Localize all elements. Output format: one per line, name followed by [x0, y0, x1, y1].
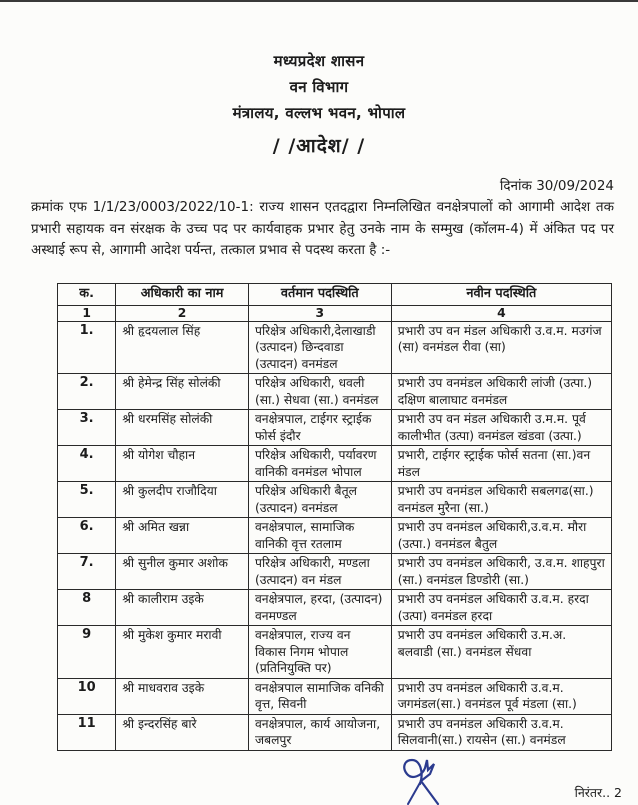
- current-posting: वनक्षेत्रपाल, कार्य आयोजना, जबलपुर: [248, 714, 391, 750]
- current-posting: परिक्षेत्र अधिकारी, पर्यावरण वानिकी वनमंडल भोपाल: [248, 446, 391, 482]
- new-posting: प्रभारी उप वनमंडल अधिकारी उ.व.म. सिलवानी(सा.) रायसेन (सा.) वनमंडल: [391, 714, 611, 750]
- scan-edge-artifact: [0, 0, 638, 2]
- current-posting: परिक्षेत्र अधिकारी,देलाखाडी (उत्पादन) छिन्दवाडा (उत्पादन) वनमंडल: [248, 321, 391, 374]
- current-posting: वनक्षेत्रपाल सामाजिक वनिकी वृत्त, सिवनी: [248, 678, 391, 714]
- new-posting: प्रभारी उप वनमंडल अधिकारी लांजी (उत्पा.) दक्षिण बालाघाट वनमंडल: [391, 374, 611, 410]
- table-row: [58, 482, 612, 518]
- current-posting: वनक्षेत्रपाल, सामाजिक वानिकी वृत्त रतलाम: [248, 518, 391, 554]
- table-row: [58, 554, 612, 590]
- column-number: 1: [58, 305, 116, 321]
- new-posting: प्रभारी उप वनमंडल अधिकारी उ.व.म. हरदा (उत्पा) वनमंडल हरदा: [391, 590, 611, 626]
- row-serial: 6.: [58, 518, 116, 554]
- order-title: / /आदेश/ /: [272, 135, 366, 157]
- current-posting: परिक्षेत्र अधिकारी, मण्डला (उत्पादन) वन मंडल: [248, 554, 391, 590]
- header-officer-name: अधिकारी का नाम: [116, 284, 249, 306]
- column-number-row: [58, 305, 612, 321]
- header-new-posting: नवीन पदस्थिति: [391, 284, 611, 306]
- row-serial: 8: [58, 590, 116, 626]
- officer-name: श्री योगेश चौहान: [116, 446, 249, 482]
- office-address: मंत्रालय, वल्लभ भवन, भोपाल: [232, 104, 406, 122]
- officer-name: श्री कालीराम उइके: [116, 590, 249, 626]
- officer-name: श्री हृदयलाल सिंह: [116, 321, 249, 374]
- header-current-posting: वर्तमान पदस्थिति: [248, 284, 391, 306]
- table-row: [58, 446, 612, 482]
- order-body-paragraph: क्रमांक एफ 1/1/23/0003/2022/10-1: राज्य शासन एतदद्वारा निम्नलिखित वनक्षेत्रपालों को आगामी आदेश तक प्रभारी सहायक वन संरक्षक के उच्च पद पर कार्यवाहक प्रभार हेतु उनके नाम के सम्मुख (कॉलम-4) में अंकित पद पर अस्थाई रूप से, आगामी आदेश पर्यन्त, तत्काल प्रभाव से पदस्थ करता है :-: [31, 199, 614, 258]
- signature-ink: [390, 754, 456, 805]
- header-serial: क.: [58, 284, 116, 306]
- row-serial: 11: [58, 714, 116, 750]
- column-number: 3: [248, 305, 391, 321]
- officer-name: श्री धरमसिंह सोलंकी: [116, 410, 249, 446]
- row-serial: 9: [58, 626, 116, 679]
- column-number: 2: [116, 305, 249, 321]
- row-serial: 3.: [58, 410, 116, 446]
- department-name: वन विभाग: [289, 78, 349, 96]
- table-row: [58, 714, 612, 750]
- officer-name: श्री अमित खन्ना: [116, 518, 249, 554]
- officer-name: श्री सुनील कुमार अशोक: [116, 554, 249, 590]
- officer-name: श्री इन्दरसिंह बारे: [116, 714, 249, 750]
- letterhead: [0, 48, 638, 126]
- posting-table: [57, 283, 612, 751]
- new-posting: प्रभारी उप वनमंडल अधिकारी,उ.व.म. मौरा (उत्पा.) वनमंडल बैतुल: [391, 518, 611, 554]
- current-posting: वनक्षेत्रपाल, टाईगर स्ट्राईक फोर्स इंदौर: [248, 410, 391, 446]
- officer-name: श्री कुलदीप राजौदिया: [116, 482, 249, 518]
- table-row: [58, 321, 612, 374]
- row-serial: 4.: [58, 446, 116, 482]
- table-row: [58, 678, 612, 714]
- row-serial: 5.: [58, 482, 116, 518]
- row-serial: 10: [58, 678, 116, 714]
- row-serial: 2.: [58, 374, 116, 410]
- new-posting: प्रभारी, टाईगर स्ट्राईक फोर्स सतना (सा.)वन मंडल: [391, 446, 611, 482]
- new-posting: प्रभारी उप वनमंडल अधिकारी उ.म.अ. बलवाडी (सा.) वनमंडल सेंधवा: [391, 626, 611, 679]
- new-posting: प्रभारी उप वनमंडल अधिकारी, उ.व.म. शाहपुरा (सा.) वनमंडल डिण्डोरी (सा.): [391, 554, 611, 590]
- current-posting: वनक्षेत्रपाल, हरदा, (उत्पादन) वनमण्डल: [248, 590, 391, 626]
- table-row: [58, 374, 612, 410]
- new-posting: प्रभारी उप वनमंडल अधिकारी उ.व.म. जगमंडल(सा.) वनमंडल पूर्व मंडला (सा.): [391, 678, 611, 714]
- table-row: [58, 410, 612, 446]
- current-posting: वनक्षेत्रपाल, राज्य वन विकास निगम भोपाल (प्रतिनियुक्ति पर): [248, 626, 391, 679]
- row-serial: 7.: [58, 554, 116, 590]
- column-number: 4: [391, 305, 611, 321]
- continuation-note: निरंतर.. 2: [574, 785, 622, 800]
- order-date: दिनांक 30/09/2024: [499, 178, 614, 194]
- new-posting: प्रभारी उप वनमंडल अधिकारी सबलगढ(सा.) वनमंडल मुरैना (सा.): [391, 482, 611, 518]
- officer-name: श्री मुकेश कुमार मरावी: [116, 626, 249, 679]
- table-row: [58, 626, 612, 679]
- row-serial: 1.: [58, 321, 116, 374]
- officer-name: श्री हेमेन्द्र सिंह सोलंकी: [116, 374, 249, 410]
- government-name: मध्यप्रदेश शासन: [273, 52, 365, 70]
- current-posting: परिक्षेत्र अधिकारी, धवली (सा.) सेधवा (सा.) वनमंडल: [248, 374, 391, 410]
- new-posting: प्रभारी उप वन मंडल अधिकारी उ.म.म. पूर्व कालीभीत (उत्पा) वनमंडल खंडवा (उत्पा.): [391, 410, 611, 446]
- current-posting: परिक्षेत्र अधिकारी बैतूल (उत्पादन) वनमंडल: [248, 482, 391, 518]
- table-row: [58, 518, 612, 554]
- table-header-row: [58, 284, 612, 306]
- table-row: [58, 590, 612, 626]
- new-posting: प्रभारी उप वन मंडल अधिकारी उ.व.म. मउगंज (सा) वनमंडल रीवा (सा): [391, 321, 611, 374]
- officer-name: श्री माधवराव उइके: [116, 678, 249, 714]
